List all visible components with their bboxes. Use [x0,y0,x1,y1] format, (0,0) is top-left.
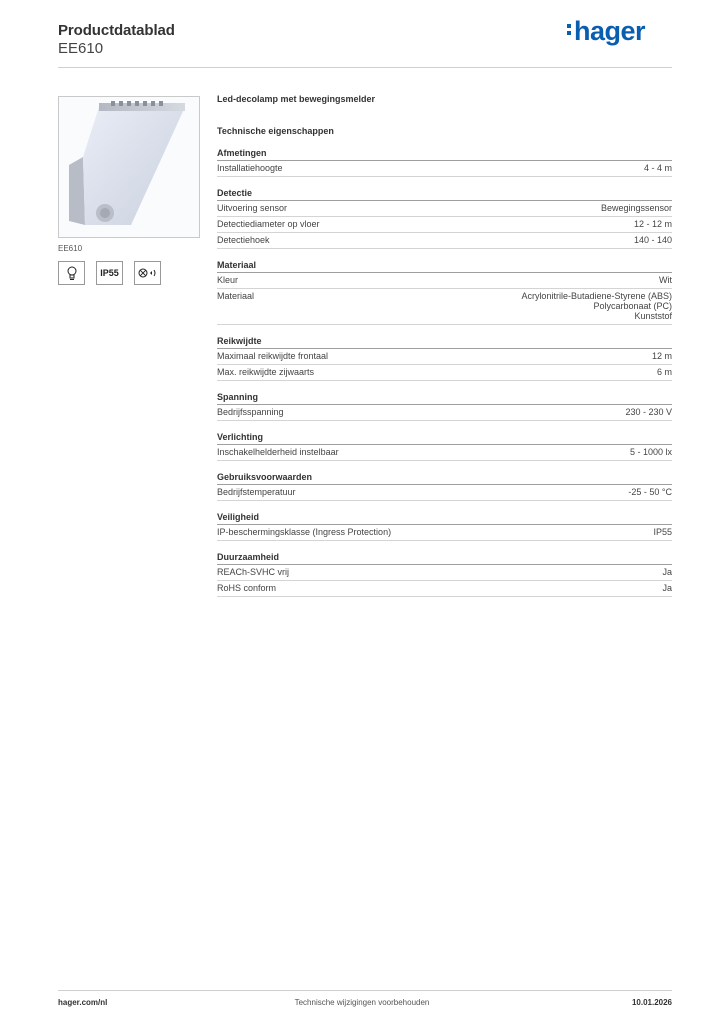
spec-value [662,567,672,577]
spec-value-line: Polycarbonaat (PC) [593,301,672,311]
spec-sections [217,148,672,597]
spec-row [217,365,672,381]
section-title: Duurzaamheid [217,552,672,565]
footer-divider [58,990,672,991]
spec-value [653,527,672,537]
spec-value-line: 12 - 12 m [633,219,672,229]
spec-row [217,201,672,217]
spec-label: Detectiehoek [217,235,270,245]
spec-value-line: Bewegingssensor [600,203,672,213]
spec-value-line: 230 - 230 V [625,407,672,417]
page-title: Productdatablad [58,22,175,39]
spec-value-line: 12 m [651,351,672,361]
spec-value [644,163,672,173]
spec-section [217,188,672,249]
section-title: Veiligheid [217,512,672,525]
product-description: Led-decolamp met bewegingsmelder [217,94,376,104]
footer-website: hager.com/nl [58,998,108,1007]
spec-label: REACh-SVHC vrij [217,567,290,577]
spec-label: Installatiehoogte [217,163,283,173]
spec-value [628,487,672,497]
spec-value [659,275,672,285]
header-divider [58,67,672,68]
lamp-icon [58,261,85,285]
spec-value-line: Ja [662,567,672,577]
logo-dots-icon [567,21,572,38]
spec-label: RoHS conform [217,583,277,593]
spec-section [217,512,672,541]
lamp-product-illustration [59,97,199,237]
section-title: Verlichting [217,432,672,445]
spec-value [652,351,672,361]
spec-section [217,552,672,597]
spec-section [217,472,672,501]
spec-value-line: 140 - 140 [633,235,672,245]
spec-label: Max. reikwijdte zijwaarts [217,367,315,377]
spec-value-line: 5 - 1000 lx [629,447,672,457]
spec-value [634,219,672,229]
spec-row [217,445,672,461]
spec-value [521,291,672,321]
spec-label: Bedrijfsspanning [217,407,284,417]
footer-note: Technische wijzigingen voorbehouden [294,998,430,1007]
product-code: EE610 [58,40,104,57]
spec-label: Bedrijfstemperatuur [217,487,296,497]
section-title: Reikwijdte [217,336,672,349]
spec-value-line: 6 m [656,367,672,377]
spec-value-line: IP55 [653,527,672,537]
spec-label: IP-beschermingsklasse (Ingress Protection) [217,527,392,537]
ip55-badge: IP55 [96,261,123,285]
spec-value [634,235,672,245]
spec-row [217,525,672,541]
spec-value [601,203,672,213]
spec-value [657,367,672,377]
spec-label: Uitvoering sensor [217,203,288,213]
spec-row [217,217,672,233]
spec-value-line: Ja [662,583,672,593]
spec-section [217,432,672,461]
feature-icons [58,261,161,285]
spec-row [217,161,672,177]
technical-properties-heading: Technische eigenschappen [217,126,334,136]
spec-label: Materiaal [217,291,255,301]
spec-row [217,349,672,365]
spec-value-line: 4 - 4 m [643,163,672,173]
section-title: Gebruiksvoorwaarden [217,472,672,485]
section-title: Afmetingen [217,148,672,161]
spec-row [217,273,672,289]
spec-value [625,407,672,417]
section-title: Detectie [217,188,672,201]
spec-section [217,260,672,325]
section-title: Spanning [217,392,672,405]
spec-row [217,289,672,325]
spec-value-line: Wit [659,275,672,285]
spec-section [217,392,672,421]
spec-section [217,148,672,177]
spec-label: Inschakelhelderheid instelbaar [217,447,339,457]
spec-label: Maximaal reikwijdte frontaal [217,351,329,361]
spec-value-line: Acrylonitrile-Butadiene-Styrene (ABS) [521,291,672,301]
spec-value-line: Kunststof [634,311,672,321]
specifications [217,94,672,608]
spec-row [217,581,672,597]
image-caption: EE610 [58,244,83,253]
product-image [58,96,200,238]
spec-row [217,565,672,581]
spec-label: Detectiediameter op vloer [217,219,320,229]
spec-label: Kleur [217,275,239,285]
section-title: Materiaal [217,260,672,273]
document-header [58,22,175,57]
hager-logo [567,16,645,47]
lamp-sensor-icon [134,261,161,285]
spec-section [217,336,672,381]
spec-value [630,447,672,457]
spec-row [217,405,672,421]
spec-row [217,485,672,501]
logo-text: hager [574,16,646,46]
footer-date: 10.01.2026 [631,998,672,1007]
spec-value-line: -25 - 50 °C [628,487,672,497]
spec-row [217,233,672,249]
spec-value [662,583,672,593]
